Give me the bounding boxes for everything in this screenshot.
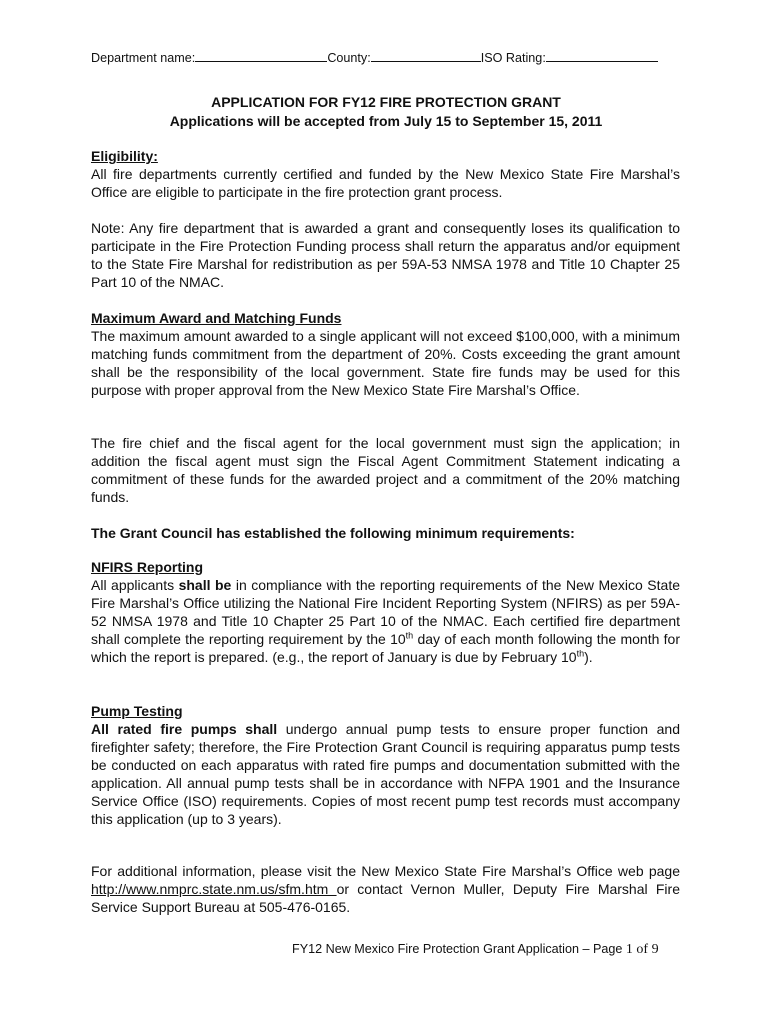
nfirs-text (91, 576, 680, 666)
pump-testing-section (91, 702, 680, 828)
max-award-section (91, 309, 680, 399)
contact-text-end: or contact Vernon Muller, Deputy Fire Marshal Fire Service Support Bureau at 505-476-0165. (91, 881, 680, 915)
page-subtitle: Applications will be accepted from July 15 to September 15, 2011 (169, 113, 603, 129)
iso-rating-label: ISO Rating: (480, 51, 546, 65)
iso-rating-field[interactable] (546, 48, 658, 62)
eligibility-section (91, 147, 680, 201)
page-footer (292, 942, 659, 958)
department-name-field[interactable] (195, 48, 327, 62)
max-award-text: The maximum amount awarded to a single applicant will not exceed $100,000, with a minimum matching funds commitment from the department of 20%. Costs exceeding the grant amount shall be the responsibility of the local government. State fire funds may be used for this purpose with proper approval from the New Mexico State Fire Marshal’s Office. (91, 328, 680, 398)
contact-text (91, 862, 680, 916)
pump-testing-heading: Pump Testing (91, 703, 183, 719)
fiscal-agent-section (91, 434, 680, 506)
nfirs-heading: NFIRS Reporting (91, 559, 203, 575)
fiscal-agent-text: The fire chief and the fiscal agent for the local government must sign the application; in addition the fiscal agent must sign the Fiscal Agent Commitment Statement indicating a commitment of these funds for the awarded project and a commitment of the 20% matching funds. (91, 435, 680, 505)
page-number: 1 of 9 (625, 942, 659, 957)
sfm-website-link[interactable]: http://www.nmprc.state.nm.us/sfm.htm (91, 881, 337, 897)
county-field[interactable] (371, 48, 481, 62)
pump-testing-text (91, 720, 680, 828)
page-title: APPLICATION FOR FY12 FIRE PROTECTION GRANT (211, 94, 561, 110)
nfirs-text-end: ). (584, 649, 593, 665)
eligibility-note: Note: Any fire department that is awarded a grant and consequently loses its qualification to participate in the Fire Protection Funding process shall return the apparatus and/or equipment to the State Fire Marshal for redistribution as per 59A-53 NMSA 1978 and Title 10 Chapter 25 Part 10 of the NMAC. (91, 220, 680, 290)
nfirs-text-start: All applicants (91, 577, 179, 593)
pump-text-bold: All rated fire pumps shall (91, 721, 278, 737)
contact-section (91, 862, 680, 916)
header-fields (91, 48, 691, 65)
county-label: County: (327, 51, 371, 65)
nfirs-sup-2: th (576, 648, 585, 659)
council-statement: The Grant Council has established the following minimum requirements: (91, 525, 575, 541)
pump-text: undergo annual pump tests to ensure proper function and firefighter safety; therefore, the Fire Protection Grant Council is requiring apparatus pump tests be conducted on each apparatus with rated fire pumps and documentation submitted with the application. All annual pump tests shall be in accordance with NFPA 1901 and the Insurance Service Office (ISO) requirements. Copies of most recent pump test records must accompany this application (up to 3 years). (91, 721, 681, 827)
nfirs-section (91, 558, 680, 666)
nfirs-text-bold: shall be (178, 577, 232, 593)
department-label: Department name: (91, 51, 196, 65)
nfirs-text-mid2: day of each month following the month for which the report is prepared. (e.g., the report of January is due by February 10 (91, 631, 680, 665)
contact-text-start: For additional information, please visit the New Mexico State Fire Marshal’s Office web page (91, 863, 680, 879)
nfirs-text-mid: in compliance with the reporting requirements of the New Mexico State Fire Marshal’s Office utilizing the National Fire Incident Reporting System (NFIRS) as per 59A-52 NMSA 1978 and Title 10 Chapter 25 Part 10 of the NMAC. Each certified fire department shall complete the reporting requirement by the 10 (91, 577, 680, 647)
nfirs-sup-1: th (405, 630, 414, 641)
eligibility-heading: Eligibility: (91, 148, 158, 164)
max-award-heading: Maximum Award and Matching Funds (91, 310, 342, 326)
note-section (91, 219, 680, 291)
footer-text: FY12 New Mexico Fire Protection Grant Application – Page (292, 942, 626, 956)
eligibility-text: All fire departments currently certified and funded by the New Mexico State Fire Marshal’s Office are eligible to participate in the fire protection grant process. (91, 166, 680, 200)
